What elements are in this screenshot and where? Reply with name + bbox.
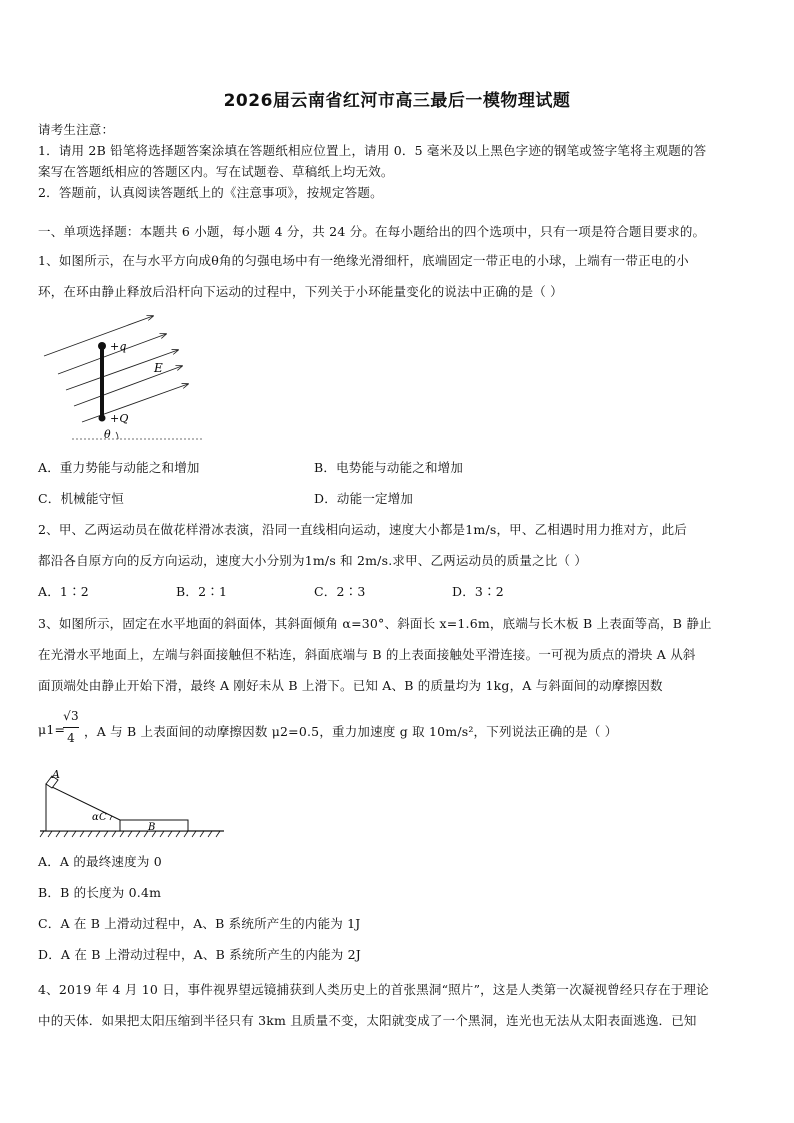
q3-stem-line3: 面顶端处由静止开始下滑，最终 A 刚好未从 B 上滑下。已知 A、B 的质量均为 1kg，A 与斜面间的动摩擦因数: [38, 678, 663, 693]
q2-stem-line2: 都沿各自原方向的反方向运动，速度大小分别为1m/s 和 2m/s.求甲、乙两运动员的质量之比（ ）: [38, 553, 588, 568]
fraction-bar: [63, 727, 79, 728]
label-A: A: [52, 768, 61, 781]
q2-option-b: B．2∶1: [176, 584, 228, 599]
q2-stem-line1: 2、甲、乙两运动员在做花样滑冰表演，沿同一直线相向运动，速度大小都是1m/s，甲、乙相遇时用力推对方，此后: [38, 522, 687, 537]
q3-option-b: B．B 的长度为 0.4m: [38, 885, 162, 900]
q1-option-a: A．重力势能与动能之和增加: [38, 460, 200, 475]
label-Q: +Q: [110, 412, 129, 425]
label-q: +q: [110, 340, 127, 353]
q1-option-b: B．电势能与动能之和增加: [314, 460, 464, 475]
q1-stem-line1: 1、如图所示，在与水平方向成θ角的匀强电场中有一绝缘光滑细杆，底端固定一带正电的小球，上端有一带正电的小: [38, 253, 689, 268]
q3-mu1-prefix: μ1=: [38, 722, 66, 737]
q2-option-a: A．1∶2: [38, 584, 89, 599]
q1-option-c: C．机械能守恒: [38, 491, 124, 506]
label-alpha: αC: [92, 812, 107, 823]
label-theta: θ: [104, 428, 111, 441]
q3-stem-line1: 3、如图所示，固定在水平地面的斜面体，其斜面倾角 α=30°、斜面长 x=1.6m，底端与长木板 B 上表面等高，B 静止: [38, 616, 712, 631]
q1-option-d: D．动能一定增加: [314, 491, 414, 506]
q3-option-d: D．A 在 B 上滑动过程中，A、B 系统所产生的内能为 2J: [38, 947, 361, 962]
q3-option-c: C．A 在 B 上滑动过程中，A、B 系统所产生的内能为 1J: [38, 916, 361, 931]
section-heading: 一、单项选择题：本题共 6 小题，每小题 4 分，共 24 分。在每小题给出的四个选项中，只有一项是符合题目要求的。: [38, 224, 706, 239]
page-title: 2026届云南省红河市高三最后一模物理试题: [223, 91, 571, 111]
q3-mu1-numerator: √3: [63, 709, 79, 723]
notice-item-2: 2．答题前，认真阅读答题纸上的《注意事项》，按规定答题。: [38, 185, 383, 200]
notice-item-1b: 案写在答题纸相应的答题区内。写在试题卷、草稿纸上均无效。: [38, 164, 394, 179]
q3-option-a: A．A 的最终速度为 0: [38, 854, 162, 869]
label-E: E: [154, 361, 163, 375]
q4-stem-line2: 中的天体．如果把太阳压缩到半径只有 3km 且质量不变，太阳就变成了一个黑洞，连光也无法从太阳表面逃逸．已知: [38, 1013, 697, 1028]
q4-stem-line1: 4、2019 年 4 月 10 日，事件视界望远镜捕获到人类历史上的首张黑洞“照片”，这是人类第一次凝视曾经只存在于理论: [38, 982, 709, 997]
notice-heading: 请考生注意：: [38, 122, 115, 137]
q3-mu1-denominator: 4: [67, 731, 75, 745]
q2-option-d: D．3∶2: [452, 584, 504, 599]
label-B: B: [148, 822, 156, 833]
q1-stem-line2: 环，在环由静止释放后沿杆向下运动的过程中，下列关于小环能量变化的说法中正确的是（ ）: [38, 284, 563, 299]
q3-figure: [38, 768, 228, 840]
q2-option-c: C．2∶3: [314, 584, 366, 599]
q3-stem-line2: 在光滑水平地面上，左端与斜面接触但不粘连，斜面底端与 B 的上表面接触处平滑连接。一可视为质点的滑块 A 从斜: [38, 647, 696, 662]
q1-figure: [38, 306, 258, 448]
notice-item-1a: 1．请用 2B 铅笔将选择题答案涂填在答题纸相应位置上，请用 0．5 毫米及以上黑色字迹的钢笔或签字笔将主观题的答: [38, 143, 707, 158]
q3-stem-line4: ，A 与 B 上表面间的动摩擦因数 μ2=0.5，重力加速度 g 取 10m/s²，下列说法正确的是（ ）: [84, 724, 618, 739]
